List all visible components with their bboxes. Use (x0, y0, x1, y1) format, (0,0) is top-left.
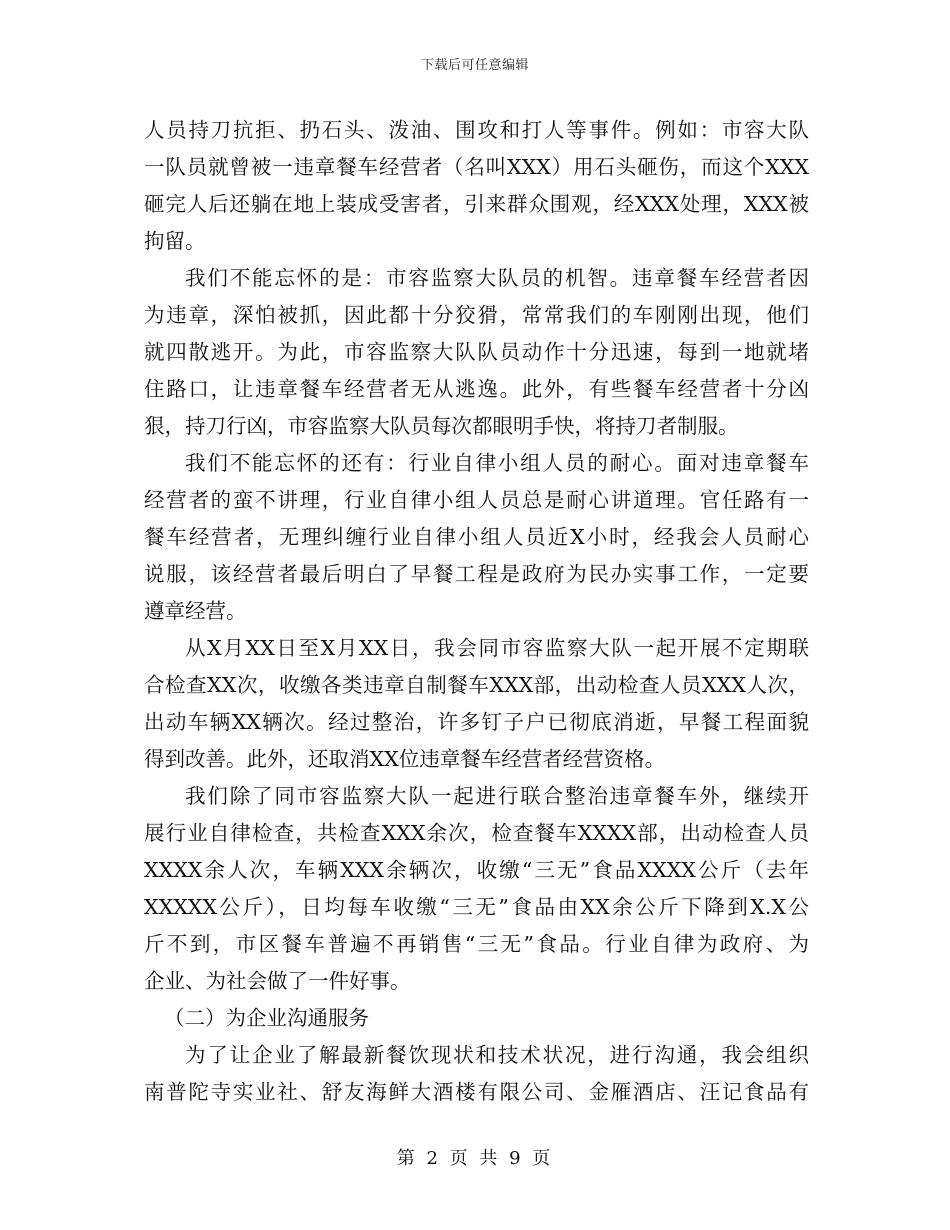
text-line: 餐车经营者，无理纠缠行业自律小组人员近X小时，经我会人员耐心 (144, 525, 809, 549)
text-line: XXXXX公斤），日均每车收缴“三无”食品由XX余公斤下降到X.X公 (144, 895, 809, 919)
text-line: 南普陀寺实业社、舒友海鲜大酒楼有限公司、金雁酒店、汪记食品有 (144, 1080, 809, 1104)
text-line: 砸完人后还躺在地上装成受害者，引来群众围观，经XXX处理，XXX被 (144, 192, 809, 216)
text-line: 就四散逃开。为此，市容监察大队队员动作十分迅速，每到一地就堵 (144, 340, 809, 364)
text-line: 狠，持刀行凶，市容监察大队员每次都眼明手快，将持刀者制服。 (144, 414, 739, 438)
page-number-footer: 第 2 页 共 9 页 (396, 1148, 554, 1169)
text-line: 遵章经营。 (144, 599, 247, 623)
text-line: 为违章，深怕被抓，因此都十分狡猾，常常我们的车刚刚出现，他们 (144, 303, 809, 327)
section-heading: （二）为企业沟通服务 (164, 1006, 369, 1030)
text-line: 斤不到，市区餐车普遍不再销售“三无”食品。行业自律为政府、为 (144, 932, 809, 956)
text-line: 一队员就曾被一违章餐车经营者（名叫XXX）用石头砸伤，而这个XXX (144, 155, 809, 179)
text-line: 企业、为社会做了一件好事。 (144, 969, 411, 993)
paragraph-first-line: 我们不能忘怀的还有：行业自律小组人员的耐心。面对违章餐车 (185, 451, 809, 475)
text-line: 人员持刀抗拒、扔石头、泼油、围攻和打人等事件。例如：市容大队 (144, 118, 809, 142)
paragraph-first-line: 我们不能忘怀的是：市容监察大队员的机智。违章餐车经营者因 (185, 266, 809, 290)
document-body (144, 112, 809, 1111)
page-header: 下载后可任意编辑 (420, 58, 529, 73)
paragraph-first-line: 为了让企业了解最新餐饮现状和技术状况，进行沟通，我会组织 (185, 1043, 809, 1067)
paragraph-first-line: 我们除了同市容监察大队一起进行联合整治违章餐车外，继续开 (185, 784, 809, 808)
text-line: 经营者的蛮不讲理，行业自律小组人员总是耐心讲道理。官任路有一 (144, 488, 809, 512)
text-line: XXXX余人次，车辆XXX余辆次，收缴“三无”食品XXXX公斤（去年 (144, 858, 809, 882)
paragraph-first-line: 从X月XX日至X月XX日，我会同市容监察大队一起开展不定期联 (185, 636, 809, 660)
text-line: 住路口，让违章餐车经营者无从逃逸。此外，有些餐车经营者十分凶 (144, 377, 809, 401)
text-line: 拘留。 (144, 229, 206, 253)
text-line: 展行业自律检查，共检查XXX余次，检查餐车XXXX部，出动检查人员 (144, 821, 809, 845)
text-line: 得到改善。此外，还取消XX位违章餐车经营者经营资格。 (144, 747, 666, 771)
text-line: 出动车辆XX辆次。经过整治，许多钉子户已彻底消逝，早餐工程面貌 (144, 710, 809, 734)
text-line: 合检查XX次，收缴各类违章自制餐车XXX部，出动检查人员XXX人次， (144, 673, 809, 697)
text-line: 说服，该经营者最后明白了早餐工程是政府为民办实事工作，一定要 (144, 562, 809, 586)
